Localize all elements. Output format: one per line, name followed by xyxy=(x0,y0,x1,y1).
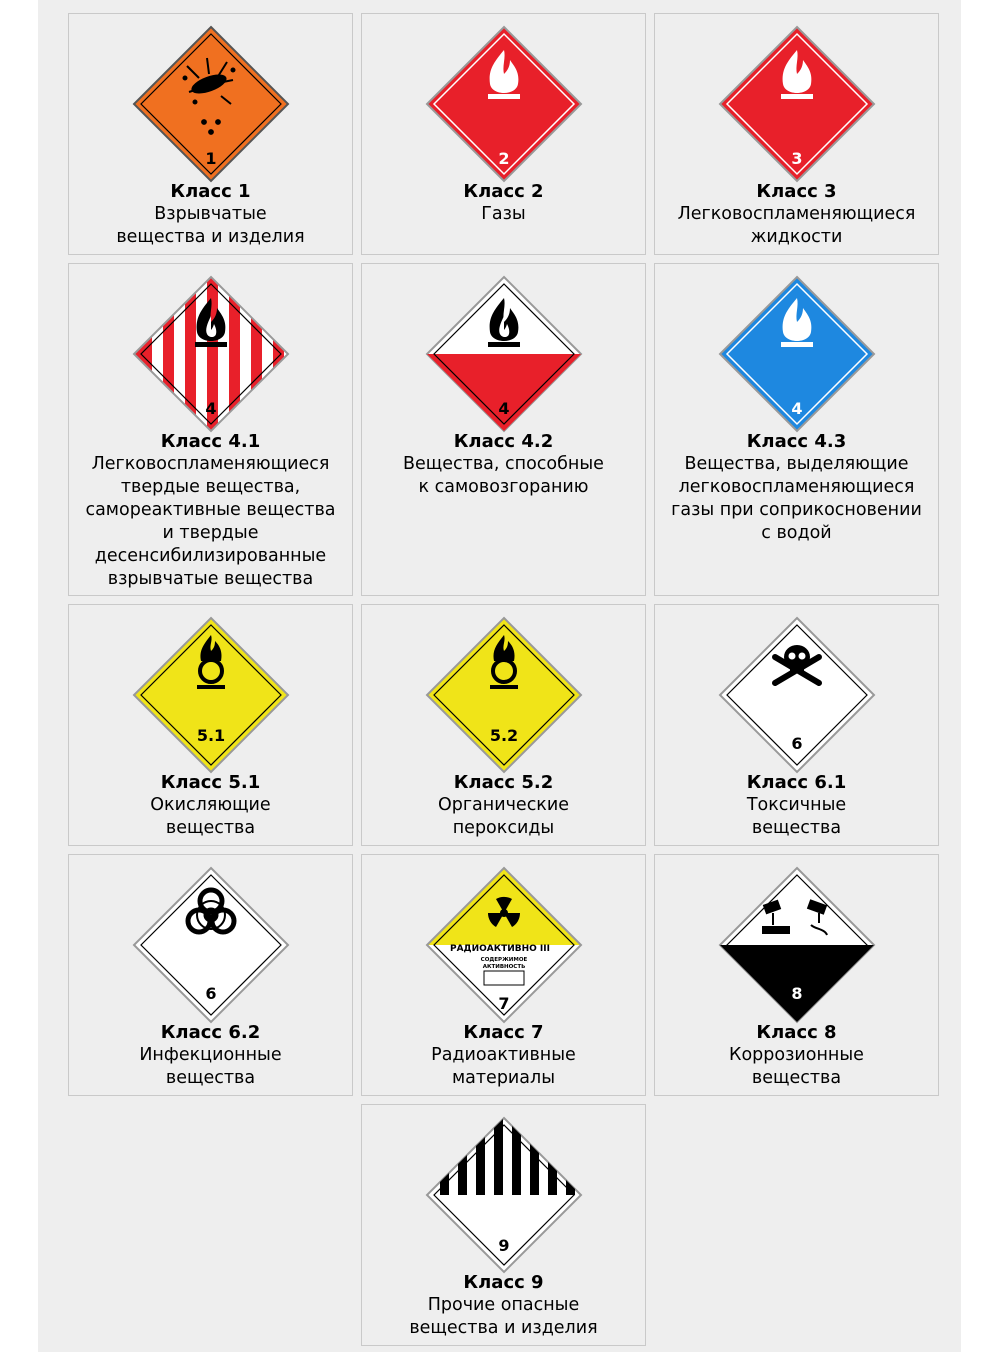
class-description: Взрывчатые вещества и изделия xyxy=(116,204,305,247)
hazard-card-class-4-1 xyxy=(68,263,353,596)
vertical-stripes-icon xyxy=(422,1113,586,1277)
svg-text:6: 6 xyxy=(205,984,217,1003)
flame-over-circle-icon xyxy=(422,613,586,777)
hazard-card-class-3 xyxy=(654,13,939,255)
flame-icon xyxy=(422,272,586,436)
hazard-card-class-7 xyxy=(361,854,646,1096)
svg-text:СОДЕРЖИМОЕ: СОДЕРЖИМОЕ xyxy=(480,957,528,963)
hazard-card-class-6-1 xyxy=(654,604,939,846)
flame-icon xyxy=(422,22,586,186)
class-title: Класс 4.3 xyxy=(746,431,847,452)
hazard-card-class-2 xyxy=(361,13,646,255)
class-description: Окисляющие вещества xyxy=(150,795,271,838)
class-title: Класс 4.2 xyxy=(453,431,554,452)
flame-icon xyxy=(129,272,293,436)
class-title: Класс 4.1 xyxy=(160,431,261,452)
flame-icon xyxy=(715,22,879,186)
svg-text:2: 2 xyxy=(498,149,510,168)
hazard-card-class-4-2 xyxy=(361,263,646,596)
class-title: Класс 6.1 xyxy=(746,772,847,793)
class-title: Класс 3 xyxy=(756,181,837,202)
hazard-card-class-4-3 xyxy=(654,263,939,596)
class-title: Класс 7 xyxy=(463,1022,544,1043)
flame-over-circle-icon xyxy=(129,613,293,777)
class-title: Класс 5.1 xyxy=(160,772,261,793)
class-description: Коррозионные вещества xyxy=(729,1045,864,1088)
class-description: Легковоспламеняющиеся жидкости xyxy=(677,204,916,247)
class-description: Вещества, способные к самовозгоранию xyxy=(403,454,604,497)
class-title: Класс 8 xyxy=(756,1022,837,1043)
hazard-card-class-9 xyxy=(361,1104,646,1346)
class-title: Класс 1 xyxy=(170,181,251,202)
class-title: Класс 2 xyxy=(463,181,544,202)
svg-text:РАДИОАКТИВНО III: РАДИОАКТИВНО III xyxy=(450,944,550,954)
hazard-card-class-1 xyxy=(68,13,353,255)
class-description: Прочие опасные вещества и изделия xyxy=(409,1295,598,1338)
radiation-trefoil-icon xyxy=(422,863,586,1027)
class-title: Класс 6.2 xyxy=(160,1022,261,1043)
class-description: Легковоспламеняющиеся твердые вещества, самореактивные вещества и твердые десенсибилизированные взрывчатые вещества xyxy=(85,454,336,589)
svg-text:4: 4 xyxy=(791,399,803,418)
svg-text:АКТИВНОСТЬ: АКТИВНОСТЬ xyxy=(482,964,526,970)
class-description: Токсичные вещества xyxy=(746,795,847,838)
class-description: Вещества, выделяющие легковоспламеняющиеся газы при соприкосновении с водой xyxy=(671,454,922,543)
hazard-card-class-5-1 xyxy=(68,604,353,846)
hazard-card-class-6-2 xyxy=(68,854,353,1096)
svg-text:8: 8 xyxy=(791,984,803,1003)
svg-text:5.2: 5.2 xyxy=(489,726,519,745)
class-description: Инфекционные вещества xyxy=(139,1045,282,1088)
skull-crossbones-icon xyxy=(715,613,879,777)
svg-text:7: 7 xyxy=(498,994,510,1013)
corrosion-icon xyxy=(715,863,879,1027)
svg-text:4: 4 xyxy=(498,399,510,418)
class-description: Газы xyxy=(481,204,526,224)
hazard-card-class-8 xyxy=(654,854,939,1096)
svg-text:1: 1 xyxy=(205,149,217,168)
hazard-card-class-5-2 xyxy=(361,604,646,846)
biohazard-icon xyxy=(129,863,293,1027)
class-description: Органические пероксиды xyxy=(437,795,570,838)
svg-text:4: 4 xyxy=(205,399,217,418)
explosive-bomb-icon xyxy=(129,22,293,186)
class-title: Класс 9 xyxy=(463,1272,544,1293)
svg-text:5.1: 5.1 xyxy=(196,726,226,745)
flame-icon xyxy=(715,272,879,436)
svg-text:9: 9 xyxy=(498,1236,510,1255)
content-panel xyxy=(38,0,961,1352)
svg-text:6: 6 xyxy=(791,734,803,753)
class-description: Радиоактивные материалы xyxy=(431,1045,576,1088)
svg-text:3: 3 xyxy=(791,149,803,168)
class-title: Класс 5.2 xyxy=(453,772,554,793)
